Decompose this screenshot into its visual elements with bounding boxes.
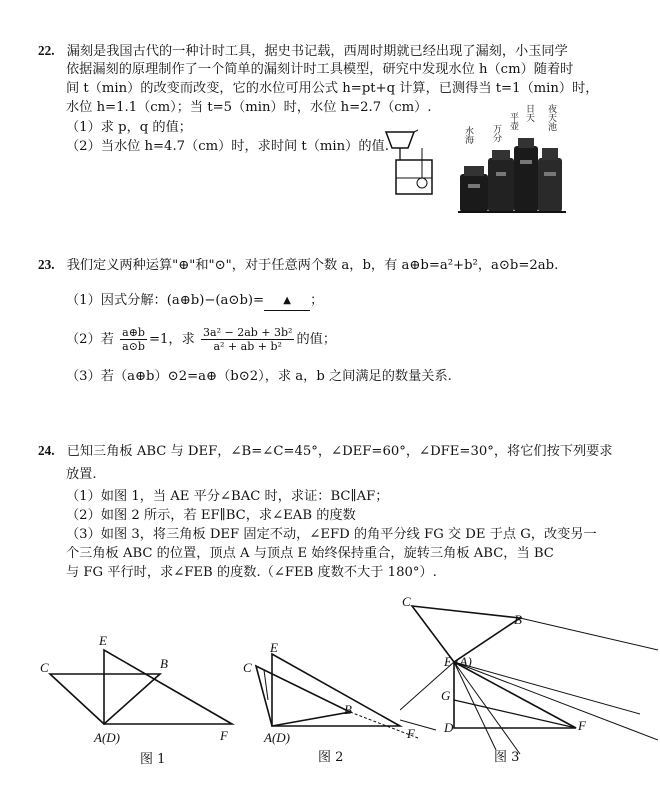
q24-line-2: 放置. xyxy=(66,467,97,482)
q23-part-1 xyxy=(66,292,323,312)
figure-3-caption: 图 3 xyxy=(494,750,520,765)
vessel-label-2: 万分 xyxy=(491,124,501,142)
fig2-label-ad: A(D) xyxy=(264,730,290,745)
q23-number: 23. xyxy=(38,257,55,272)
fig1-label-b: B xyxy=(160,656,168,671)
fig1-label-c: C xyxy=(40,660,49,675)
fig2-label-f: F xyxy=(407,726,415,741)
q22-line-2: 依据漏刻的原理制作了一个简单的漏刻计时工具模型，研究中发现水位 h（cm）随着时 xyxy=(66,62,574,77)
q22-part-1: （1）求 p，q 的值； xyxy=(66,120,192,135)
figure-2-caption: 图 2 xyxy=(318,750,344,765)
fig3-label-d: D xyxy=(444,720,454,735)
q22-vessels-illustration xyxy=(458,118,566,214)
figure-3-diagram xyxy=(400,590,658,760)
q23-part2-suffix: 的值； xyxy=(296,332,337,347)
vessel-label-1: 水海 xyxy=(463,126,473,144)
fig2-label-e: E xyxy=(270,640,278,655)
q23-expr-denominator: a² + ab + b² xyxy=(213,340,282,353)
vessel-label-4: 日天 xyxy=(524,104,534,122)
fig1-label-e: E xyxy=(99,633,107,648)
q22-number: 22. xyxy=(38,43,55,58)
q22-text-1: 漏刻是我国古代的一种计时工具，据史书记载，西周时期就已经出现了漏刻，小玉同学 xyxy=(66,44,568,59)
q23-part2-mid: =1，求 xyxy=(148,332,195,347)
q23-part1-answer-blank xyxy=(264,291,310,311)
figure-1-caption: 图 1 xyxy=(140,752,166,767)
q23-frac-denominator: a⊙b xyxy=(122,340,145,353)
q24-part-3-line-3: 与 FG 平行时，求∠FEB 的度数.（∠FEB 度数不大于 180°）. xyxy=(66,565,437,580)
triangle-marker: ▲ xyxy=(283,295,291,306)
fig1-label-ad: A(D) xyxy=(94,730,120,745)
q23-stem-line xyxy=(38,256,558,275)
q22-line-4: 水位 h=1.1（cm）；当 t=5（min）时，水位 h=2.7（cm）. xyxy=(66,100,432,115)
figure-1-diagram xyxy=(40,640,240,730)
q22-part-2: （2）当水位 h=4.7（cm）时，求时间 t（min）的值. xyxy=(66,139,389,154)
q23-part1-prefix: （1）因式分解：(a⊕b)−(a⊙b)= xyxy=(66,293,265,308)
q23-expr-numerator: 3a² − 2ab + 3b² xyxy=(203,326,293,339)
q23-part-2 xyxy=(66,326,336,354)
q23-fraction-expression xyxy=(201,326,294,353)
q24-text-1: 已知三角板 ABC 与 DEF，∠B=∠C=45°，∠DEF=60°，∠DFE=30°，将它们按下列要求 xyxy=(66,444,613,459)
fig1-label-f: F xyxy=(220,728,228,743)
q24-part-2: （2）如图 2 所示，若 EF∥BC，求∠EAB 的度数 xyxy=(66,508,356,523)
q23-part-3: （3）若（a⊕b）⊙2=a⊕（b⊙2），求 a，b 之间满足的数量关系. xyxy=(66,369,452,384)
q22-funnel-model xyxy=(384,128,444,200)
q23-part1-suffix: ； xyxy=(310,293,324,308)
q24-part-3-line-1: （3）如图 3，将三角板 DEF 固定不动，∠EFD 的角平分线 FG 交 DE 于点 G，改变另一 xyxy=(66,527,597,542)
q24-part-3-line-2: 个三角板 ABC 的位置，顶点 A 与顶点 E 始终保持重合，旋转三角板 ABC，当 BC xyxy=(66,546,554,561)
q23-fraction-condition xyxy=(120,326,147,353)
fig3-label-ea: E (A) xyxy=(444,654,472,669)
q24-line-1 xyxy=(38,442,613,461)
vessel-label-3: 平壶 xyxy=(508,112,518,130)
q23-frac-numerator: a⊕b xyxy=(122,326,145,339)
q22-line-1 xyxy=(38,42,568,61)
q22-line-3: 间 t（min）的改变而改变，它的水位可用公式 h=pt+q 计算，已测得当 t=1（min）时， xyxy=(66,81,599,96)
fig3-label-b: B xyxy=(514,612,522,627)
vessel-label-5: 夜天池 xyxy=(546,104,556,131)
fig2-label-c: C xyxy=(243,660,252,675)
q23-stem: 我们定义两种运算"⊕"和"⊙"，对于任意两个数 a，b，有 a⊕b=a²+b²，a⊙b=2ab. xyxy=(66,258,559,273)
fig3-label-f: F xyxy=(578,718,586,733)
fig2-label-b: B xyxy=(344,702,352,717)
fig3-label-c: C xyxy=(402,594,411,609)
fig3-label-g: G xyxy=(441,688,451,703)
q24-part-1: （1）如图 1，当 AE 平分∠BAC 时，求证：BC∥AF； xyxy=(66,489,389,504)
q23-part2-prefix: （2）若 xyxy=(66,332,114,347)
q24-number: 24. xyxy=(38,443,55,458)
